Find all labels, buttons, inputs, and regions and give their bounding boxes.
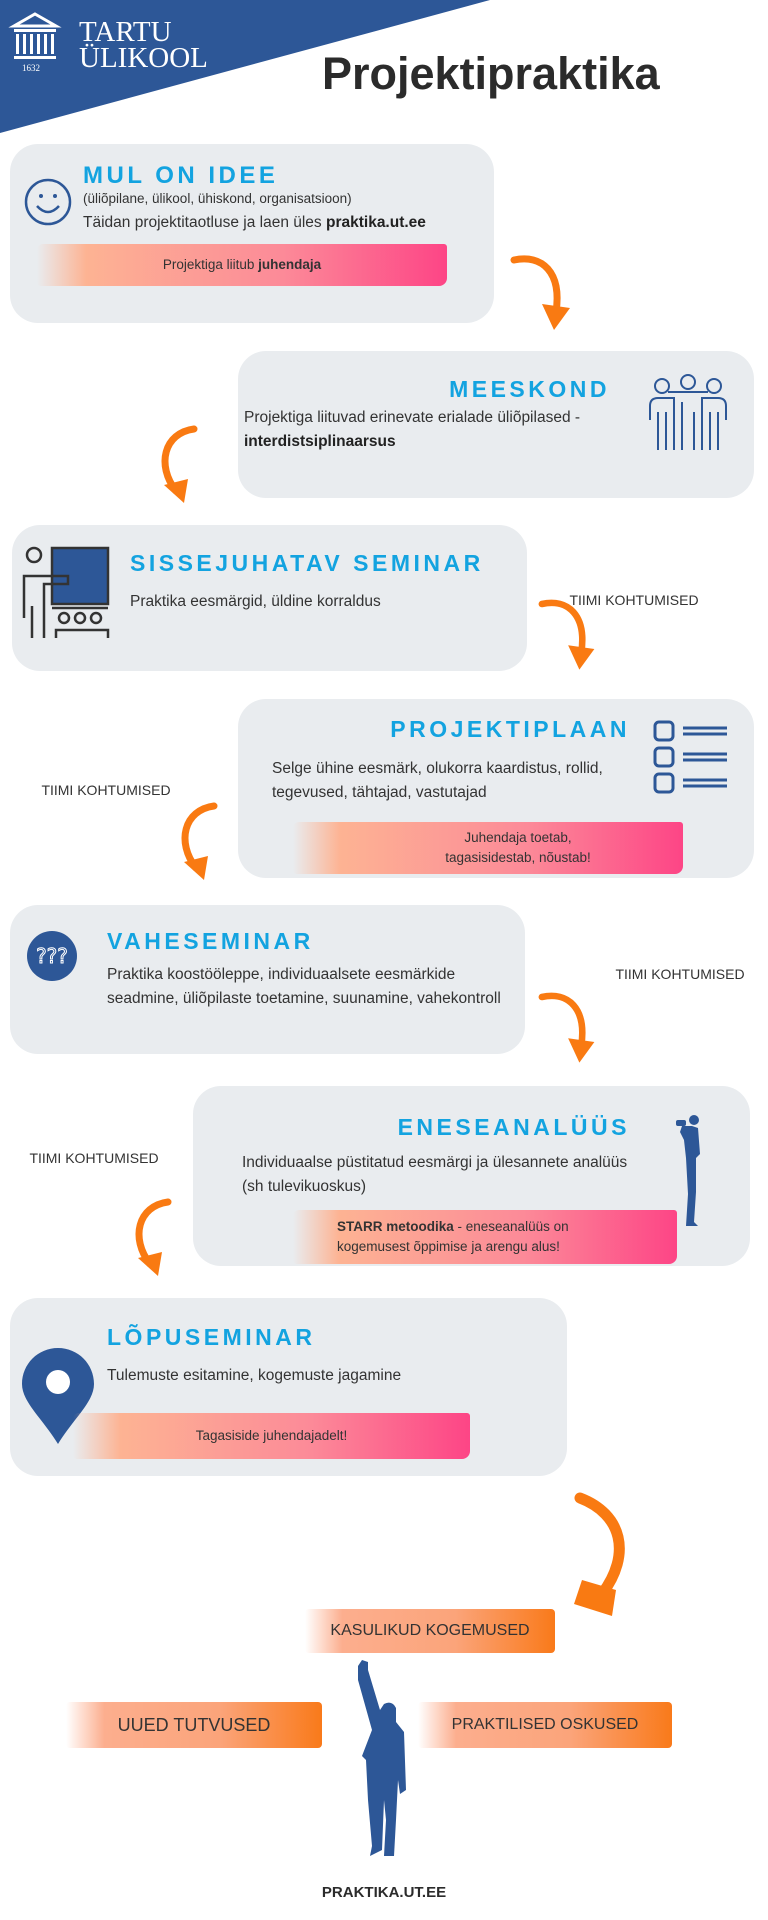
team-meetings-label: TIIMI KOHTUMISED [569, 592, 699, 608]
team-meetings-label: TIIMI KOHTUMISED [41, 782, 171, 798]
step-text: Tulemuste esitamine, kogemuste jagamine [107, 1367, 402, 1384]
note-text: Projektiga liitub juhendaja [162, 257, 322, 272]
arrow-big-down-icon [562, 1494, 642, 1618]
step-title: MEESKOND [449, 376, 610, 402]
smiley-icon [24, 178, 72, 226]
page-title: Projektipraktika [322, 48, 660, 99]
arrow-left-down-icon [170, 802, 220, 882]
note-text: STARR metoodika - eneseanalüüs on kogemusest õppimise ja arengu alus! [337, 1219, 569, 1254]
step-title: LÕPUSEMINAR [107, 1324, 316, 1350]
arrow-right-down-icon [540, 988, 600, 1066]
note-text: Tagasiside juhendajadelt! [195, 1428, 348, 1443]
praktika-link-text: praktika.ut.ee [325, 214, 426, 231]
step-title: SISSEJUHATAV SEMINAR [130, 550, 484, 576]
arrow-left-down-icon [124, 1198, 174, 1278]
step-subtitle: (üliõpilane, ülikool, ühiskond, organisatsioon) [83, 191, 352, 206]
outcome-text: KASULIKUD KOGEMUSED [330, 1622, 530, 1639]
arrow-left-down-icon [150, 425, 200, 505]
checklist-icon [653, 720, 729, 794]
step-text: Projektiga liituvad erinevate erialade üliõpilased - interdistsiplinaarsus [244, 409, 581, 450]
note-banner [73, 1413, 470, 1459]
arrow-right-down-icon [512, 252, 576, 332]
step-title: MUL ON IDEE [83, 162, 279, 189]
note-banner [293, 822, 683, 874]
logo-text-ulikool: ÜLIKOOL [79, 42, 208, 74]
step-title: VAHESEMINAR [107, 928, 314, 954]
outcome-banner [305, 1609, 555, 1653]
team-meetings-label: TIIMI KOHTUMISED [615, 966, 745, 982]
logo-text-tartu: TARTU [79, 16, 172, 48]
step-text: Praktika koostööleppe, individuaalsete eesmärkide seadmine, üliõpilaste toetamine, suunamine, vahekontroll [107, 966, 501, 1007]
step-title: ENESEANALÜÜS [397, 1114, 630, 1140]
logo-year: 1632 [22, 63, 40, 73]
step-title: PROJEKTIPLAAN [390, 716, 630, 742]
team-meetings-label: TIIMI KOHTUMISED [29, 1150, 159, 1166]
questions-icon [27, 931, 77, 981]
outcome-text: UUED TUTVUSED [117, 1714, 271, 1735]
text: Täidan projektitaotluse ja laen üles [83, 214, 326, 231]
step-text: Selge ühine eesmärk, olukorra kaardistus, rollid, tegevused, tähtajad, vastutajad [272, 760, 603, 801]
step-text: Individuaalse püstitatud eesmärgi ja ülesannete analüüs (sh tulevikuoskus) [242, 1154, 628, 1195]
outcome-text: PRAKTILISED OSKUSED [451, 1716, 639, 1733]
person-raised-fist-icon [354, 1660, 414, 1860]
step-text: Praktika eesmärgid, üldine korraldus [130, 593, 381, 610]
arrow-right-down-icon [540, 594, 600, 674]
svg-text:???: ??? [36, 944, 68, 968]
note-banner [37, 244, 447, 286]
footer-website[interactable]: PRAKTIKA.UT.EE [321, 1884, 447, 1901]
outcome-banner [66, 1702, 322, 1748]
presentation-icon [22, 546, 112, 638]
step-text [83, 211, 426, 235]
outcome-banner [418, 1702, 672, 1748]
note-banner [293, 1210, 677, 1264]
team-icon [648, 372, 728, 452]
note-text: Juhendaja toetab, tagasisidestab, nõustab! [445, 830, 591, 865]
university-building-icon [12, 14, 58, 70]
person-binoculars-icon [676, 1114, 702, 1228]
